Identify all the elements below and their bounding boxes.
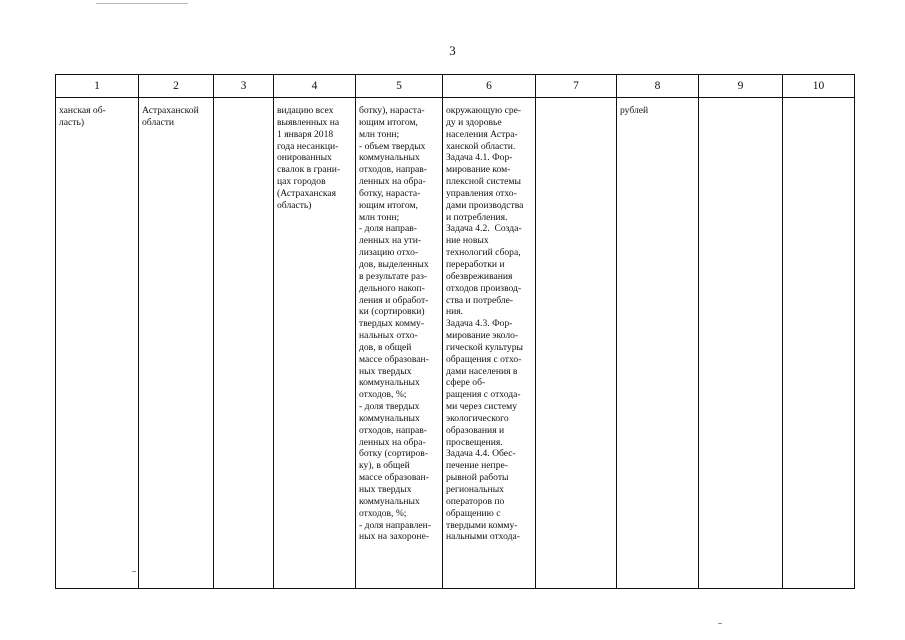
cell-text: ботку), нараста- ющим итогом, млн тонн; - объем твердых коммунальных отходов, направ- ленных на обра- ботку, нараста- ющим итогом, млн тонн; - доля направ- ленных на ути- лизацию отхо- дов, выделенных в результате раз- дельного накоп- ления и обработ- ки (сортировки) твердых комму- нальных отхо- дов, в общей массе образован- ных твердых коммунальных отходов, %; - доля твердых коммунальных отходов, направ- ленных на обра- ботку (сортиров- ку), в общей массе образован- ных твердых коммунальных отходов, %; - доля направлен- ных на захороне-	[359, 105, 431, 543]
column-header-2: 2	[139, 75, 214, 98]
document-table	[55, 74, 855, 589]
column-header-1: 1	[56, 75, 139, 98]
column-header-10: 10	[783, 75, 855, 98]
column-header-5: 5	[356, 75, 443, 98]
table-cell-10	[783, 98, 855, 589]
cell-text	[536, 98, 616, 105]
table-cell-7	[536, 98, 617, 589]
page-number: 3	[449, 43, 456, 58]
scan-edge-mark	[96, 0, 188, 4]
cell-text: ханская об- ласть)	[59, 105, 106, 128]
cell-text	[214, 98, 273, 105]
column-header-4: 4	[274, 75, 356, 98]
table-cell-4	[274, 98, 356, 589]
scan-speck	[132, 571, 136, 572]
cell-text: рублей	[620, 105, 649, 116]
table-cell-5	[356, 98, 443, 589]
cell-text: видацию всех выявленных на 1 января 2018 года несанкци- онированных свалок в грани- цах городов (Астраханская область)	[277, 105, 341, 211]
table-cell-2	[139, 98, 214, 589]
table-row	[56, 98, 855, 589]
column-header-9: 9	[699, 75, 783, 98]
table-cell-9	[699, 98, 783, 589]
table-cell-3	[214, 98, 274, 589]
cell-text: Астраханской области	[142, 105, 199, 128]
table-cell-8	[617, 98, 699, 589]
column-header-3: 3	[214, 75, 274, 98]
column-header-6: 6	[443, 75, 536, 98]
cell-text	[783, 98, 854, 105]
scan-speck	[718, 623, 722, 624]
table-cell-1	[56, 98, 139, 589]
cell-text	[699, 98, 782, 105]
cell-text: окружающую сре- ду и здоровье населения Астра- ханской области. Задача 4.1. Фор- мирование ком- плексной системы управления отхо- дами производства и потребления. Задача 4.2. Созда- ние новых технологий сбора, переработки и обезвреживания отходов производ- ства и потребле- ния. Задача 4.3. Фор- мирование эколо- гической культуры обращения с отхо- дами населения в сфере об- ращения с отхода- ми через систему экологического образования и просвещения. Задача 4.4. Обес- печение непре- рывной работы региональных операторов по обращению с твердыми комму- нальными отхода-	[446, 105, 524, 543]
column-header-7: 7	[536, 75, 617, 98]
table-cell-6	[443, 98, 536, 589]
table-header-row	[56, 75, 855, 98]
column-header-8: 8	[617, 75, 699, 98]
